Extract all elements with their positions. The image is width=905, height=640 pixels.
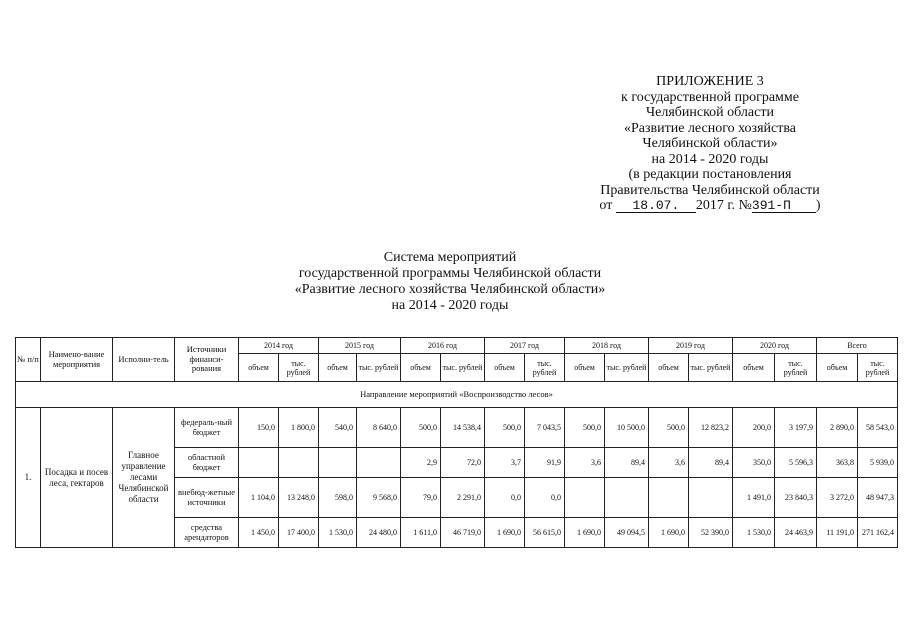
table-cell: 49 094,5 (605, 518, 649, 548)
table-cell: 1 611,0 (401, 518, 441, 548)
close-paren: ) (815, 198, 821, 213)
table-cell: 89,4 (689, 448, 733, 478)
sub-rub: тыс. рублей (689, 354, 733, 382)
title-line: государственной программы Челябинской области (298, 266, 602, 281)
header-sources: Источники финанси-рования (175, 338, 239, 382)
sub-rub: тыс. рублей (775, 354, 817, 382)
appendix-line: «Развитие лесного хозяйства (623, 120, 796, 136)
table-cell: 540,0 (319, 408, 357, 448)
table-cell: 3,6 (565, 448, 605, 478)
table-cell: 200,0 (733, 408, 775, 448)
date-value: 18.07. (632, 198, 680, 213)
sub-volume: объем (319, 354, 357, 382)
appendix-date-line (560, 198, 860, 214)
table-cell: 3,6 (649, 448, 689, 478)
section-row (16, 382, 898, 408)
header-year: 2019 год (649, 338, 733, 354)
table-cell: 56 615,0 (525, 518, 565, 548)
header-year: 2020 год (733, 338, 817, 354)
year-text: 2017 г. № (695, 198, 752, 213)
title-line: Система мероприятий (383, 250, 517, 265)
table-cell: 8 640,0 (357, 408, 401, 448)
header-year: 2015 год (319, 338, 401, 354)
table-cell: 500,0 (649, 408, 689, 448)
table-cell: 9 568,0 (357, 478, 401, 518)
title-line: на 2014 - 2020 годы (391, 298, 509, 313)
number-value: 391-П (751, 198, 791, 213)
title-line: «Развитие лесного хозяйства Челябинской области» (294, 282, 606, 297)
table-cell (357, 448, 401, 478)
appendix-line: Правительства Челябинской области (600, 182, 820, 198)
table-cell: 0,0 (525, 478, 565, 518)
header-row-years (16, 338, 898, 354)
sub-volume: объем (817, 354, 858, 382)
table-row (16, 408, 898, 448)
table-cell: 598,0 (319, 478, 357, 518)
sub-volume: объем (733, 354, 775, 382)
from-word: от (599, 198, 613, 213)
measures-table (15, 337, 898, 548)
table-cell: 58 543,0 (858, 408, 898, 448)
table-cell: 2 890,0 (817, 408, 858, 448)
table-cell: 3,7 (485, 448, 525, 478)
date-field (616, 199, 696, 213)
table-cell: 24 480,0 (357, 518, 401, 548)
table-cell: 10 500,0 (605, 408, 649, 448)
table-cell: 46 719,0 (441, 518, 485, 548)
source-name: внебюд-жетные источники (175, 478, 239, 518)
table-cell: 72,0 (441, 448, 485, 478)
table-cell: 363,8 (817, 448, 858, 478)
table-cell: 500,0 (565, 408, 605, 448)
table-cell: 271 162,4 (858, 518, 898, 548)
table-cell: 24 463,9 (775, 518, 817, 548)
table-cell: 150,0 (239, 408, 279, 448)
table-cell: 1 104,0 (239, 478, 279, 518)
header-activity: Наимено-вание мероприятия (41, 338, 113, 382)
header-year: 2016 год (401, 338, 485, 354)
table-cell (605, 478, 649, 518)
source-name: средства арендаторов (175, 518, 239, 548)
appendix-title: ПРИЛОЖЕНИЕ 3 (656, 74, 764, 89)
table-cell: 3 197,9 (775, 408, 817, 448)
appendix-header (560, 74, 860, 214)
sub-rub: тыс. рублей (605, 354, 649, 382)
header-num: № п/п (16, 338, 41, 382)
header-total: Всего (817, 338, 898, 354)
table-cell: 7 043,5 (525, 408, 565, 448)
table-cell: 5 939,0 (858, 448, 898, 478)
appendix-line: Челябинской области» (642, 136, 778, 151)
sub-volume: объем (565, 354, 605, 382)
table-cell: 13 248,0 (279, 478, 319, 518)
table-cell: 1 800,0 (279, 408, 319, 448)
table-cell (239, 448, 279, 478)
table-cell: 5 596,3 (775, 448, 817, 478)
table-cell (649, 478, 689, 518)
table-cell: 3 272,0 (817, 478, 858, 518)
table-cell: 500,0 (485, 408, 525, 448)
table-cell: 12 823,2 (689, 408, 733, 448)
table-cell: 23 840,3 (775, 478, 817, 518)
source-name: федераль-ный бюджет (175, 408, 239, 448)
sub-volume: объем (485, 354, 525, 382)
table-cell: 1 690,0 (649, 518, 689, 548)
executor-name: Главное управление лесами Челябинской области (113, 408, 175, 548)
table-cell: 1 450,0 (239, 518, 279, 548)
table-cell (279, 448, 319, 478)
table-cell: 2 291,0 (441, 478, 485, 518)
table-cell (319, 448, 357, 478)
header-executor: Исполни-тель (113, 338, 175, 382)
sub-rub: тыс. рублей (525, 354, 565, 382)
activity-name: Посадка и посев леса, гектаров (41, 408, 113, 548)
table-cell: 500,0 (401, 408, 441, 448)
table-cell: 14 538,4 (441, 408, 485, 448)
header-year: 2014 год (239, 338, 319, 354)
number-field (752, 199, 816, 213)
table-cell: 52 390,0 (689, 518, 733, 548)
document-title (240, 250, 660, 314)
table-cell: 2,9 (401, 448, 441, 478)
table-cell: 91,9 (525, 448, 565, 478)
table-cell: 17 400,0 (279, 518, 319, 548)
row-number: 1. (16, 408, 41, 548)
table-cell: 0,0 (485, 478, 525, 518)
sub-volume: объем (649, 354, 689, 382)
table-cell: 48 947,3 (858, 478, 898, 518)
sub-volume: объем (401, 354, 441, 382)
table-cell: 11 191,0 (817, 518, 858, 548)
sub-rub: тыс. рублей (858, 354, 898, 382)
section-title: Направление мероприятий «Воспроизводство лесов» (16, 382, 898, 408)
header-year: 2017 год (485, 338, 565, 354)
sub-rub: тыс. рублей (441, 354, 485, 382)
header-year: 2018 год (565, 338, 649, 354)
sub-rub: тыс. рублей (357, 354, 401, 382)
table-cell: 350,0 (733, 448, 775, 478)
table-cell: 1 690,0 (485, 518, 525, 548)
appendix-line: на 2014 - 2020 годы (651, 151, 769, 167)
sub-volume: объем (239, 354, 279, 382)
appendix-line: (в редакции постановления (628, 167, 792, 182)
table-cell: 1 530,0 (733, 518, 775, 548)
table-cell (565, 478, 605, 518)
table-cell: 1 530,0 (319, 518, 357, 548)
sub-rub: тыс. рублей (279, 354, 319, 382)
appendix-line: Челябинской области (646, 105, 774, 120)
source-name: областной бюджет (175, 448, 239, 478)
table-cell (689, 478, 733, 518)
table-cell: 89,4 (605, 448, 649, 478)
table-cell: 1 690,0 (565, 518, 605, 548)
appendix-line: к государственной программе (621, 89, 799, 105)
table-cell: 1 491,0 (733, 478, 775, 518)
table-cell: 79,0 (401, 478, 441, 518)
